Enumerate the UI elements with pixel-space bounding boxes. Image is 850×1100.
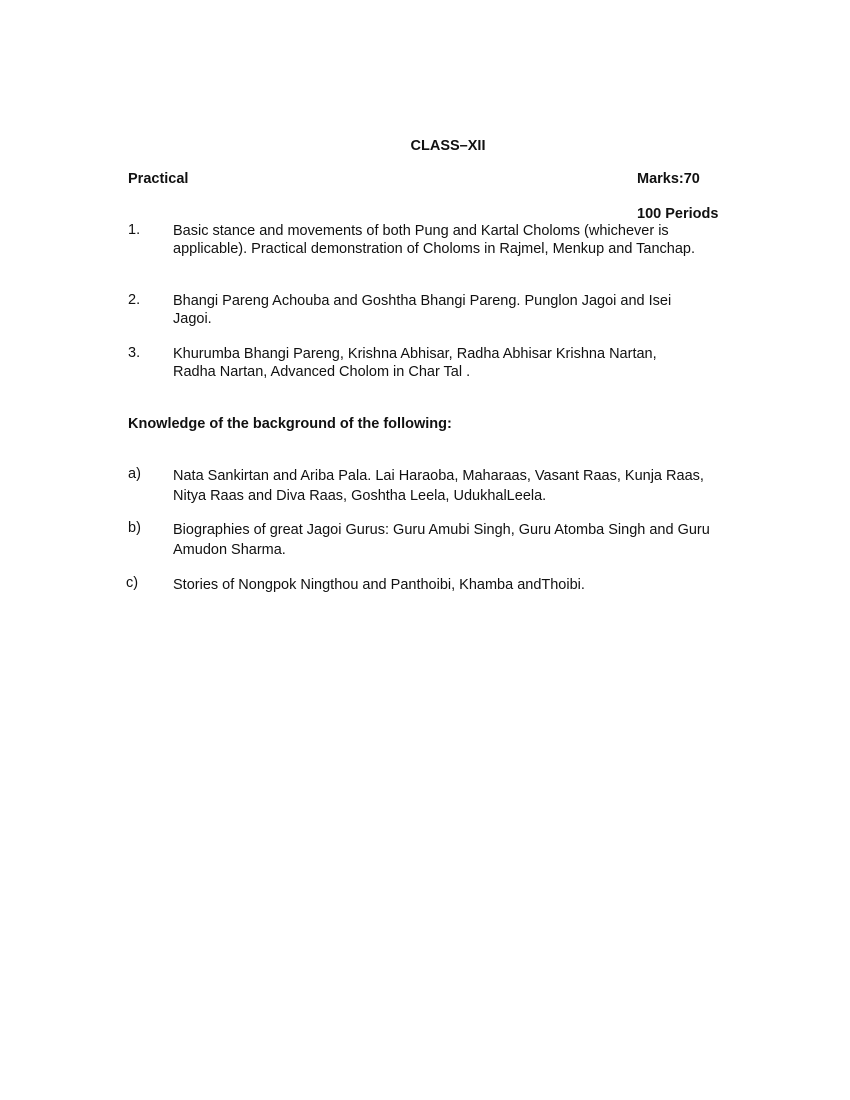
- list-item-number: 3.: [128, 345, 141, 361]
- marks-label: Marks:70: [637, 171, 700, 187]
- list-item-number: 2.: [128, 292, 141, 308]
- list-item-text: Biographies of great Jagoi Gurus: Guru Amubi Singh, Guru Atomba Singh and Guru Amudon Sharma.: [173, 522, 710, 558]
- list-item-letter: a): [128, 466, 141, 482]
- list-item-text: Nata Sankirtan and Ariba Pala. Lai Haraoba, Maharaas, Vasant Raas, Kunja Raas, Nitya Raas and Diva Raas, Goshtha Leela, UdukhalLeela.: [173, 468, 704, 504]
- section-heading-knowledge: Knowledge of the background of the following:: [128, 416, 452, 432]
- list-item-text: Khurumba Bhangi Pareng, Krishna Abhisar, Radha Abhisar Krishna Nartan, Radha Nartan, Advanced Cholom in Char Tal .: [173, 346, 657, 380]
- list-item-text: Basic stance and movements of both Pung and Kartal Choloms (whichever is applicable). Practical demonstration of Choloms in Rajmel, Menkup and Tanchap.: [173, 223, 696, 257]
- periods-label: 100 Periods: [637, 206, 719, 222]
- list-item-text: Bhangi Pareng Achouba and Goshtha Bhangi Pareng. Punglon Jagoi and Isei Jagoi.: [173, 293, 672, 327]
- list-item-letter: c): [126, 575, 139, 591]
- list-item-letter: b): [128, 520, 141, 536]
- section-label-practical: Practical: [128, 171, 189, 187]
- list-item-number: 1.: [128, 222, 141, 238]
- page-title: CLASS–XII: [410, 138, 486, 154]
- list-item-text: Stories of Nongpok Ningthou and Panthoibi, Khamba andThoibi.: [173, 577, 585, 593]
